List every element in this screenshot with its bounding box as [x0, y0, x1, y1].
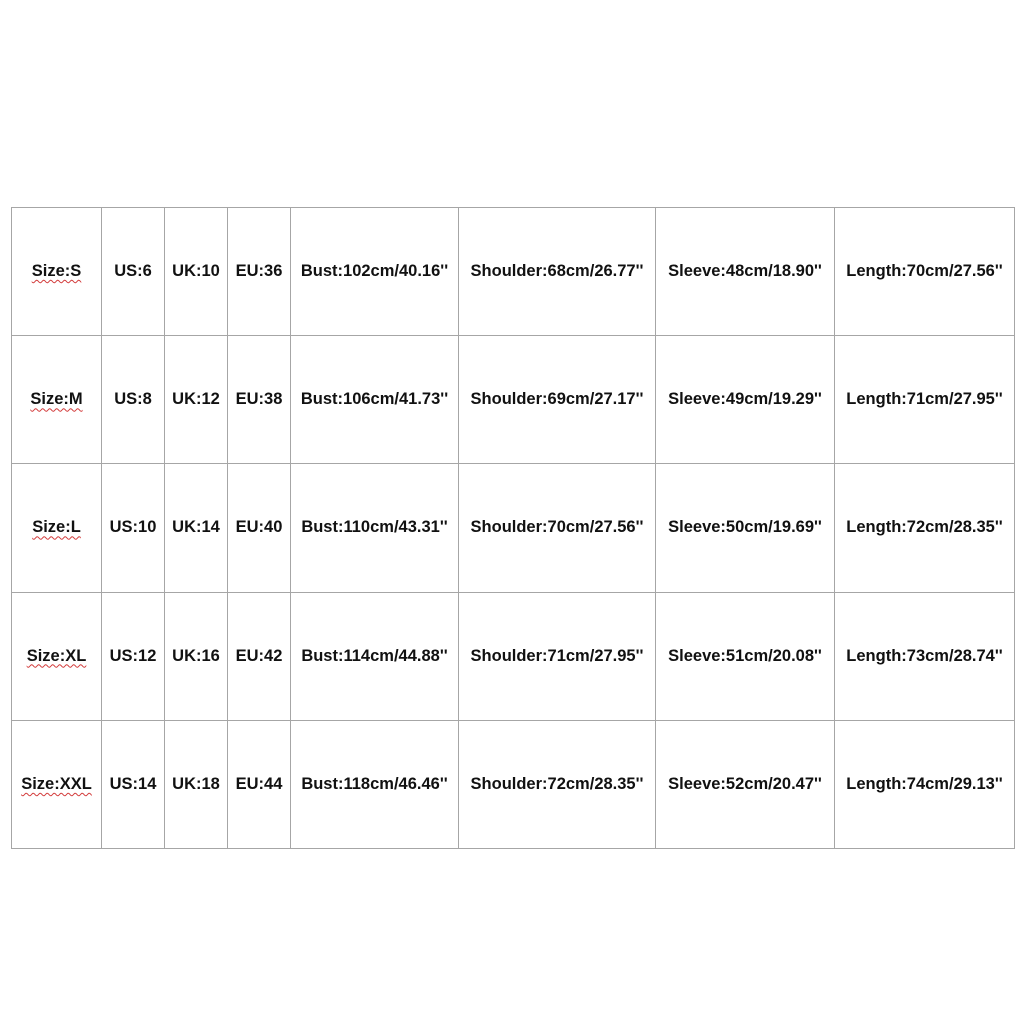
size-cell [12, 464, 102, 592]
bust-cell: Bust:106cm/41.73'' [291, 336, 459, 464]
eu-size-cell: EU:44 [228, 720, 291, 848]
size-row-m [12, 336, 1015, 464]
bust-cell: Bust:118cm/46.46'' [291, 720, 459, 848]
size-cell [12, 592, 102, 720]
bust-cell: Bust:102cm/40.16'' [291, 208, 459, 336]
length-cell: Length:74cm/29.13'' [835, 720, 1015, 848]
bust-cell: Bust:114cm/44.88'' [291, 592, 459, 720]
size-cell [12, 336, 102, 464]
sleeve-cell: Sleeve:49cm/19.29'' [656, 336, 835, 464]
length-cell: Length:70cm/27.56'' [835, 208, 1015, 336]
uk-size-cell: UK:16 [165, 592, 228, 720]
uk-size-cell: UK:12 [165, 336, 228, 464]
size-label: Size:L [32, 518, 81, 537]
length-cell: Length:73cm/28.74'' [835, 592, 1015, 720]
length-cell: Length:71cm/27.95'' [835, 336, 1015, 464]
us-size-cell: US:10 [102, 464, 165, 592]
shoulder-cell: Shoulder:70cm/27.56'' [459, 464, 656, 592]
uk-size-cell: UK:10 [165, 208, 228, 336]
sleeve-cell: Sleeve:50cm/19.69'' [656, 464, 835, 592]
size-label: Size:XL [26, 646, 87, 665]
bust-cell: Bust:110cm/43.31'' [291, 464, 459, 592]
size-cell [12, 720, 102, 848]
shoulder-cell: Shoulder:72cm/28.35'' [459, 720, 656, 848]
size-label: Size:S [31, 262, 82, 281]
eu-size-cell: EU:38 [228, 336, 291, 464]
uk-size-cell: UK:18 [165, 720, 228, 848]
shoulder-cell: Shoulder:69cm/27.17'' [459, 336, 656, 464]
us-size-cell: US:6 [102, 208, 165, 336]
sleeve-cell: Sleeve:51cm/20.08'' [656, 592, 835, 720]
us-size-cell: US:12 [102, 592, 165, 720]
size-cell [12, 208, 102, 336]
size-label: Size:M [30, 390, 83, 409]
size-row-xl [12, 592, 1015, 720]
us-size-cell: US:8 [102, 336, 165, 464]
eu-size-cell: EU:42 [228, 592, 291, 720]
size-row-s [12, 208, 1015, 336]
size-row-l [12, 464, 1015, 592]
us-size-cell: US:14 [102, 720, 165, 848]
sleeve-cell: Sleeve:48cm/18.90'' [656, 208, 835, 336]
shoulder-cell: Shoulder:68cm/26.77'' [459, 208, 656, 336]
size-row-xxl [12, 720, 1015, 848]
eu-size-cell: EU:40 [228, 464, 291, 592]
uk-size-cell: UK:14 [165, 464, 228, 592]
size-label: Size:XXL [21, 774, 92, 793]
length-cell: Length:72cm/28.35'' [835, 464, 1015, 592]
eu-size-cell: EU:36 [228, 208, 291, 336]
size-chart-table [11, 207, 1015, 849]
sleeve-cell: Sleeve:52cm/20.47'' [656, 720, 835, 848]
shoulder-cell: Shoulder:71cm/27.95'' [459, 592, 656, 720]
